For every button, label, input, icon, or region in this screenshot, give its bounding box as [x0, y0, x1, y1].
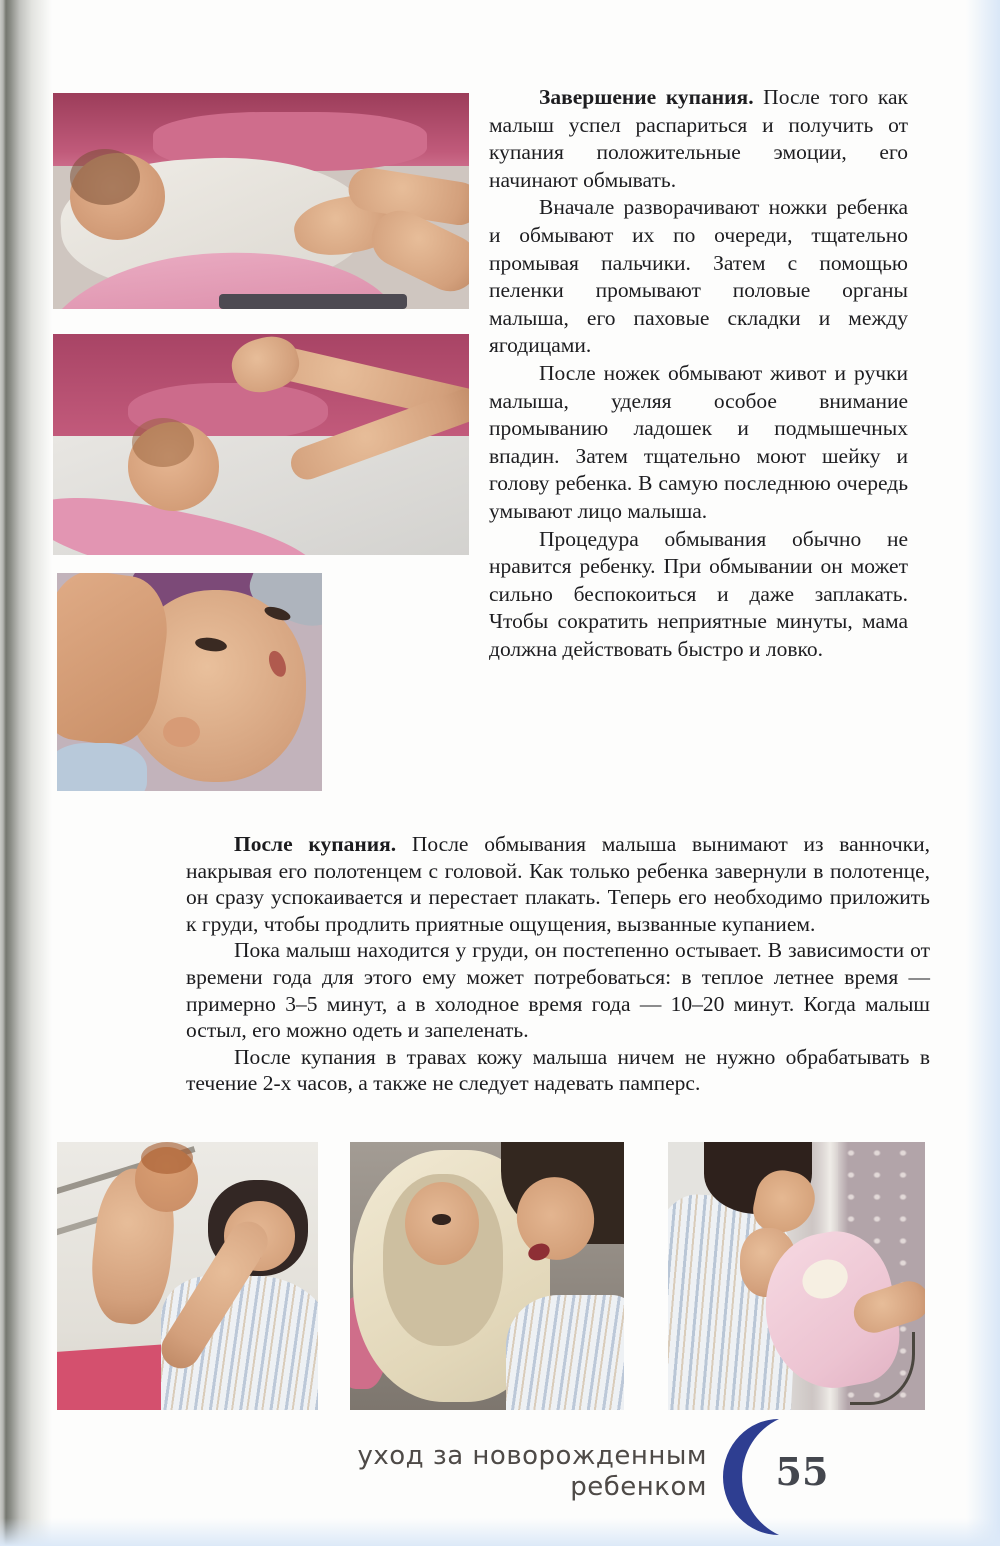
paragraph-text: Процедура обмывания обычно не нравится ребенку. При обмывании он может сильно беспокоиться и даже заплакать. Чтобы сократить неприятные минуты, мама должна действовать быстро и ловко.: [489, 526, 908, 661]
paragraph-text: Пока малыш находится у груди, он постепенно остывает. В зависимости от времени года для этого ему может потребоваться: в теплое летнее время — примерно 3–5 минут, а в холодное время года — 10–20 минут. Когда малыш остыл, его можно одеть и запеленать.: [186, 938, 930, 1043]
paragraph-text: После ножек обмывают живот и ручки малыша, уделяя особое внимание промыванию ладошек и подмышечных впадин. Затем тщательно моют шейку и голову ребенка. В самую последнюю очередь умывают лицо малыша.: [489, 360, 908, 523]
paragraph: [489, 194, 908, 360]
paragraph: [489, 84, 908, 194]
footer-line2: ребенком: [570, 1472, 707, 1502]
page-edge-bottom: [0, 1518, 1000, 1546]
paragraph: [186, 831, 930, 937]
text-column-bathing-finish: [489, 84, 908, 663]
paragraph: [489, 360, 908, 526]
baby-hair-shape: [141, 1142, 193, 1174]
photo-baby-in-bathtub-2: [53, 334, 469, 555]
photo-baby-in-bathtub-1: [53, 93, 469, 309]
footer-line1: уход за новорожденным: [357, 1441, 707, 1471]
paragraph: [186, 937, 930, 1043]
page-spine-shadow: [0, 0, 52, 1546]
page-edge-right: [966, 0, 1000, 1546]
text-block-after-bathing: [186, 831, 930, 1097]
photo-baby-wrapped-in-towel: [350, 1142, 624, 1410]
shadow-shape: [219, 294, 406, 309]
baby-hair-shape: [132, 418, 194, 467]
paragraph-text: После купания в травах кожу малыша ничем не нужно обрабатывать в течение 2-х часов, а также не следует надевать памперс.: [186, 1044, 930, 1096]
photo-lifting-baby-from-bath: [57, 1142, 318, 1410]
section-lead: После купания.: [234, 832, 397, 856]
paragraph-text: После того как малыш успел распариться и получить от купания положительные эмоции, его начинают обмывать.: [489, 85, 908, 192]
paragraph: [489, 526, 908, 664]
paragraph-text: Вначале разворачивают ножки ребенка и обмывают их по очереди, тщательно промывая пальчики. Затем с помощью пеленки промывают половые органы малыша, его паховые складки и между ягодицами.: [489, 195, 908, 358]
photo-washing-baby-face: [57, 573, 322, 791]
section-lead: Завершение купания.: [539, 85, 754, 109]
page-number: 55: [775, 1449, 829, 1494]
paragraph-text: После обмывания малыша вынимают из ванночки, накрывая его полотенцем с головой. Как только ребенка завернули в полотенце, он сразу успокаивается и перестает плакать. Теперь его необходимо приложить к груди, чтобы продлить приятные ощущения, вызванные купанием.: [186, 832, 930, 936]
photo-breastfeeding-after-bath: [668, 1142, 925, 1410]
paragraph: [186, 1044, 930, 1097]
blue-cloth-shape: [57, 743, 147, 791]
striped-vest-shape: [506, 1295, 624, 1410]
running-footer-title: [357, 1441, 707, 1503]
